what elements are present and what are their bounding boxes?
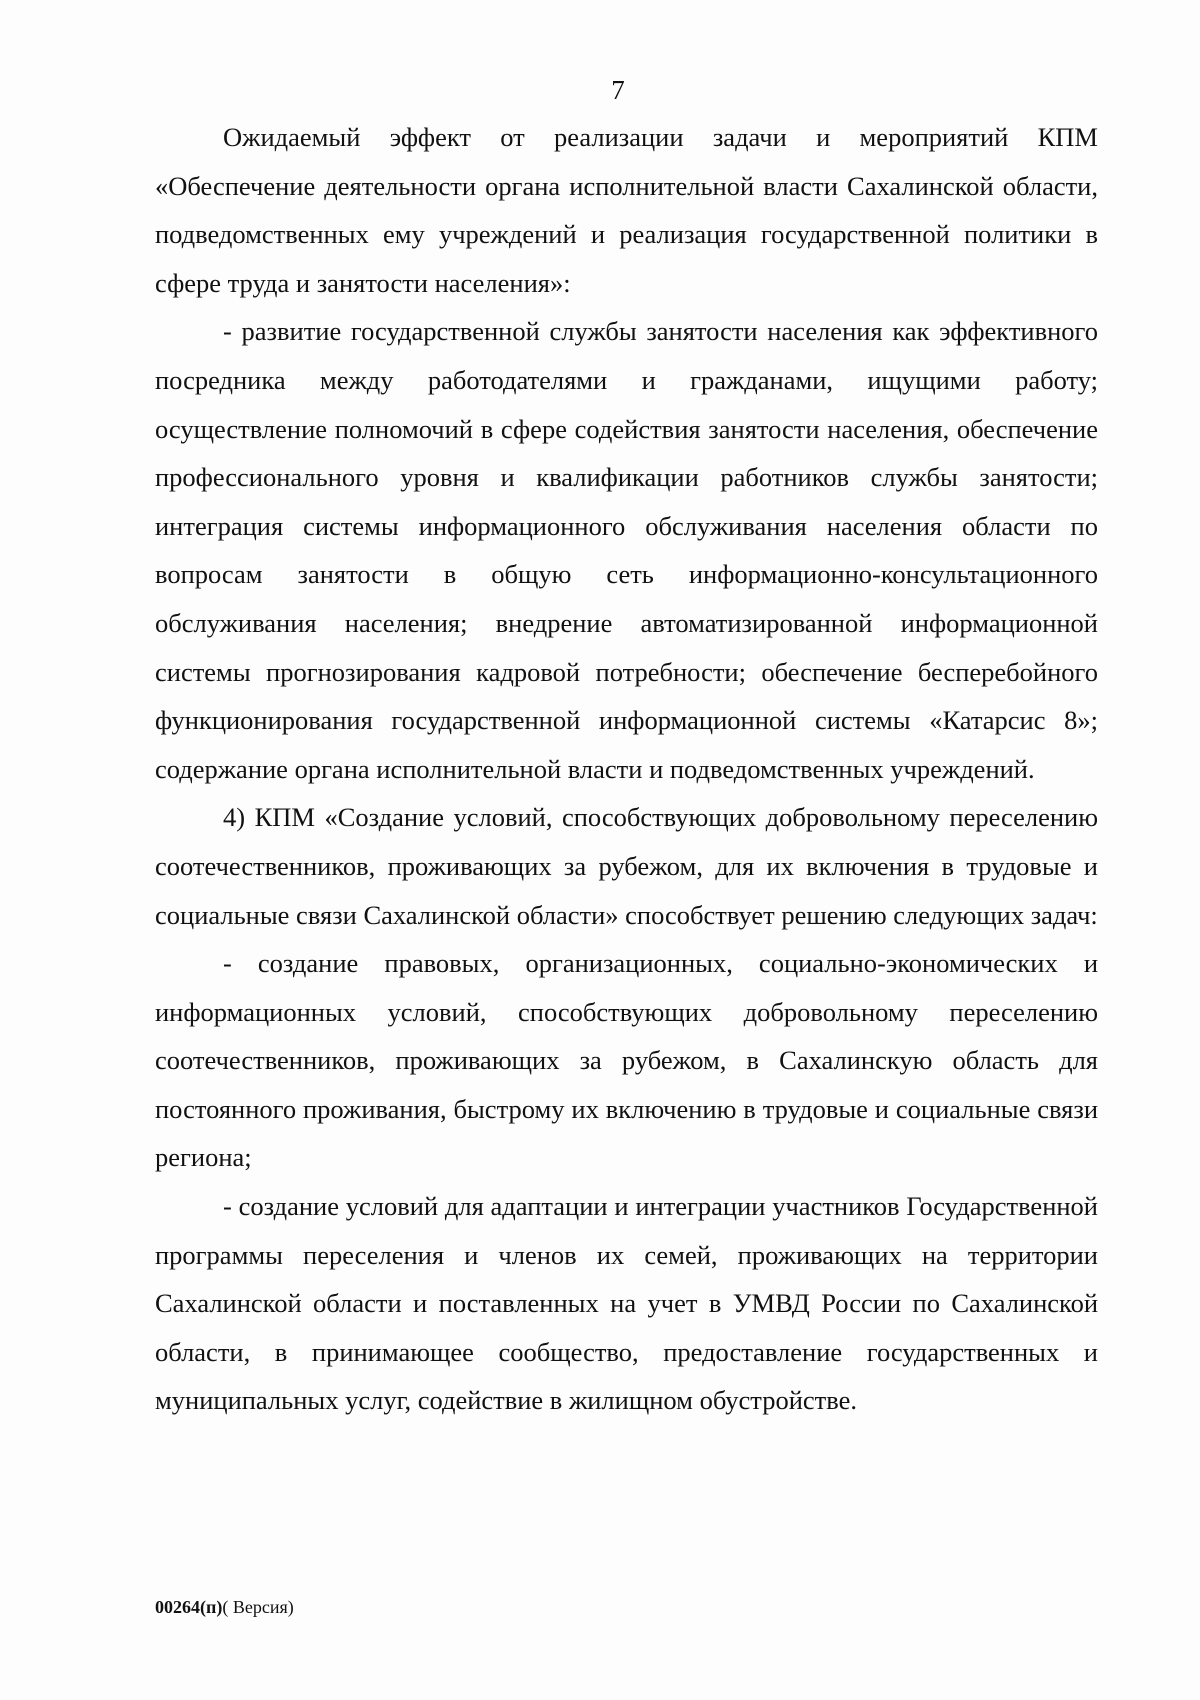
paragraph-legal-conditions: - создание правовых, организационных, социально-экономических и информационных условий, способствующих добровольному переселению соотечественников, проживающих за рубежом, в Сахалинскую область для постоянного проживания, быстрому их включению в трудовые и социальные связи региона; [155,948,1098,1173]
paragraph-adaptation: - создание условий для адаптации и интеграции участников Государственной программы переселения и членов их семей, проживающих на территории Сахалинской области и поставленных на учет в УМВД России по Сахалинской области, в принимающее сообщество, предоставление государственных и муниципальных услуг, содействие в жилищном обустройстве. [155,1191,1098,1416]
document-version: ( Версия) [222,1597,294,1617]
paragraph-employment-service: - развитие государственной службы занятости населения как эффективного посредника между работодателями и гражданами, ищущими работу; осуществление полномочий в сфере содействия занятости населения, обеспечение профессионального уровня и квалификации работников службы занятости; интеграция системы информационного обслуживания населения области по вопросам занятости в общую сеть информационно-консультационного обслуживания населения; внедрение автоматизированной информационной системы прогнозирования кадровой потребности; обеспечение бесперебойного функционирования государственной информационной системы «Катарсис 8»; содержание органа исполнительной власти и подведомственных учреждений. [155,316,1098,784]
body-text [155,113,1098,1425]
document-footer [155,1596,294,1618]
page-number: 7 [611,75,625,105]
document-code: 00264(п) [155,1597,223,1617]
paragraph-kpm-4: 4) КПМ «Создание условий, способствующих добровольному переселению соотечественников, проживающих за рубежом, для их включения в трудовые и социальные связи Сахалинской области» способствует решению следующих задач: [155,802,1098,930]
paragraph-expected-effect: Ожидаемый эффект от реализации задачи и мероприятий КПМ «Обеспечение деятельности органа исполнительной власти Сахалинской области, подведомственных ему учреждений и реализация государственной политики в сфере труда и занятости населения»: [155,122,1098,298]
